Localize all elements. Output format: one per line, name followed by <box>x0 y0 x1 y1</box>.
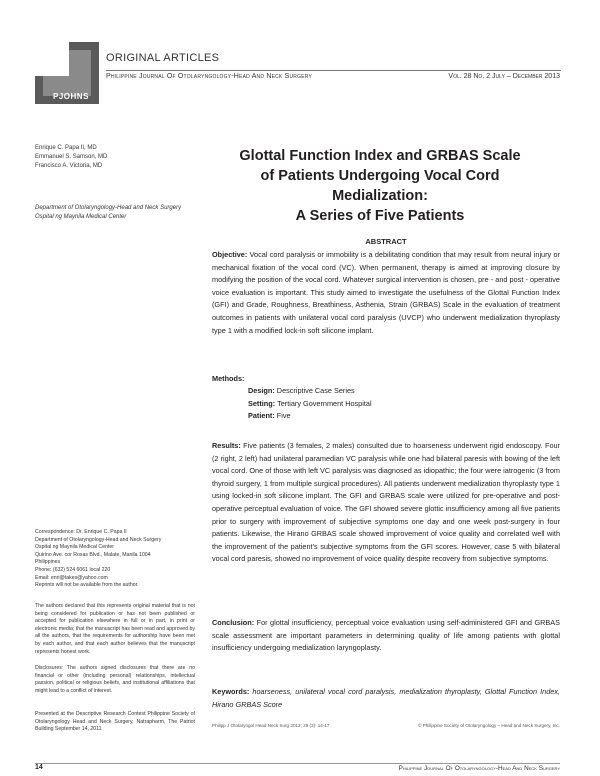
article-title <box>212 146 548 226</box>
conclusion-label: Conclusion: <box>212 618 255 627</box>
patient-value: Five <box>276 411 291 421</box>
setting-value: Tertiary Government Hospital <box>277 398 372 408</box>
objective-text: Vocal cord paralysis or immobility is a debilitating condition that may result from neural injury or mechanical fixation of the vocal cord (VC). When permanent, therapy is aimed at improving closure by modifying the position of the vocal cord. Whatever surgical intervention is chosen, pre - and post - operative voice evaluation is important. This study aimed to investigate the usefulness of the Glottal Function Index (GFI) and Grade, Roughness, Breathiness, Asthenia, Strain (GRBAS) Scale in the evaluation of treatment outcomes in patients with unilateral vocal cord paralysis (UVCP) who underwent medialization thyroplasty type 1 with a modified lock-in soft silicone implant. <box>212 250 560 335</box>
setting-row <box>248 398 372 411</box>
abstract-heading: ABSTRACT <box>365 237 407 246</box>
correspondence-block <box>35 529 195 590</box>
correspondence-line: Phone: (632) 524 6061 local 220 <box>35 566 111 573</box>
patient-row <box>248 410 372 423</box>
author-list <box>35 144 107 171</box>
footer-rule <box>35 763 560 764</box>
patient-label: Patient: <box>248 411 275 421</box>
design-label: Design: <box>248 386 275 395</box>
title-line: Glottal Function Index and GRBAS Scale <box>239 148 521 164</box>
volume-info: Vol. 28 No. 2 July – December 2013 <box>448 73 560 80</box>
author: Emmanuel S. Samson, MD <box>35 154 108 160</box>
title-line: of Patients Undergoing Vocal Cord Medialization: <box>260 168 500 204</box>
design-value: Descriptive Case Series <box>276 386 355 395</box>
keywords-label: Keywords: <box>212 687 250 696</box>
correspondence-line: Correspondence: Dr. Enrique C. Papa II <box>35 529 127 535</box>
author: Francisco A. Victoria, MD <box>35 163 103 169</box>
methods-list <box>248 385 372 423</box>
title-line: A Series of Five Patients <box>295 208 465 224</box>
keywords-paragraph <box>212 686 560 711</box>
correspondence-line: Reprints will not be available from the author. <box>35 582 139 589</box>
correspondence-line: Department of Otolaryngology-Head and Neck Surgery <box>35 536 162 543</box>
affiliation <box>35 204 181 222</box>
disclosures-note: Disclosures: The authors signed disclosures that there are no financial or other (including personal) relationships, intellectual passion, political or religious beliefs, and institutional affiliations that might lead to a conflict of interest. <box>35 665 195 694</box>
results-label: Results: <box>212 441 241 450</box>
citation: Philipp J Otolaryngol Head Neck Surg 2013; 28 (2): 14-17 <box>212 723 330 728</box>
header-rule <box>106 70 561 71</box>
journal-name: Philippine Journal Of Otolaryngology-Head And Neck Surgery <box>106 73 312 80</box>
copyright: © Philippine Society of Otolaryngology – Head and Neck Surgery, Inc. <box>418 723 560 728</box>
conclusion-text: For glottal insufficiency, perceptual voice evaluation using self-administered GFI and GRBAS scale assessment are important parameters in determining quality of life among patients with glottal insufficiency undergoing medialization laryngoplasty. <box>212 618 560 653</box>
correspondence-line: Email: enri@takes@yahoo.com <box>35 574 108 581</box>
results-text: Five patients (3 females, 2 males) consulted due to hoarseness underwent rigid endoscopy. Four (2 right, 2 left) had unilateral paramedian VC paralysis while one had bilateral paresis with bowing of the left vocal cord. One of those with left VC paralysis was diagnosed as idiopathic; the four were iatrogenic (3 from thyroid surgery, 1 from multiple surgical procedures). All patients underwent medialization thyroplasty type 1 using locked-in soft silicone implant. The GFI and GRBAS scale were utilized for pre-operative and post-operative perceptual evaluation of voice. The GFI showed severe glottic insufficiency among all five patients prior to surgery with improvement of subjective symptoms one day and one week post-surgery in four patients. Likewise, the Hirano GRBAS scale showed improvement of voice quality and correlated well with the improvement of the patient’s subjective symptoms from the GFI scores. However, case 5 with bilateral vocal cord paresis, showed no improvement of voice quality despite recovery from subjective symptoms. <box>212 441 560 564</box>
methods-heading: Methods: <box>212 374 245 383</box>
affiliation-line: Department of Otolaryngology-Head and Neck Surgery <box>35 205 182 211</box>
conclusion-paragraph <box>212 617 560 655</box>
logo-text: PJOHNS <box>53 92 89 101</box>
correspondence-line: Philippines <box>35 559 61 566</box>
objective-label: Objective: <box>212 250 248 259</box>
methods-label <box>212 373 560 386</box>
objective-paragraph <box>212 249 560 337</box>
presented-note: Presented at the Descriptive Research Contest Philippine Society of Otolaryngology Head and Neck Surgery, Natrapharm, The Patriot Building September 14, 2011 <box>35 711 195 733</box>
author: Enrique C. Papa II, MD <box>35 145 97 151</box>
results-paragraph <box>212 440 560 566</box>
page-number: 14 <box>35 764 43 771</box>
authorship-declaration: The authors declared that this represents original material that is not being considered for publication or has not been published or accepted for publication elsewhere in full or in part, in print or electronic media; that the manuscript has been read and approved by all the authors, that the requirements for authorship have been met by each author, and that each author believes that the manuscript represents honest work. <box>35 603 195 655</box>
journal-logo <box>35 42 99 104</box>
correspondence-line: Quirino Ave. cor Roxas Blvd., Malate, Manila 1004 <box>35 551 151 558</box>
keywords-text: hoarseness, unilateral vocal cord paralysis, medialization thyroplasty, Glottal Function Index, Hirano GRBAS Score <box>212 687 561 709</box>
setting-label: Setting: <box>248 398 276 408</box>
footer-journal: Philippine Journal Of Otolaryngology-Head And Neck Surgery <box>398 765 560 772</box>
design-row <box>248 385 372 398</box>
correspondence-line: Ospital ng Maynila Medical Center <box>35 544 115 551</box>
section-label: ORIGINAL ARTICLES <box>106 52 220 64</box>
affiliation-line: Ospital ng Maynila Medical Center <box>35 214 127 220</box>
